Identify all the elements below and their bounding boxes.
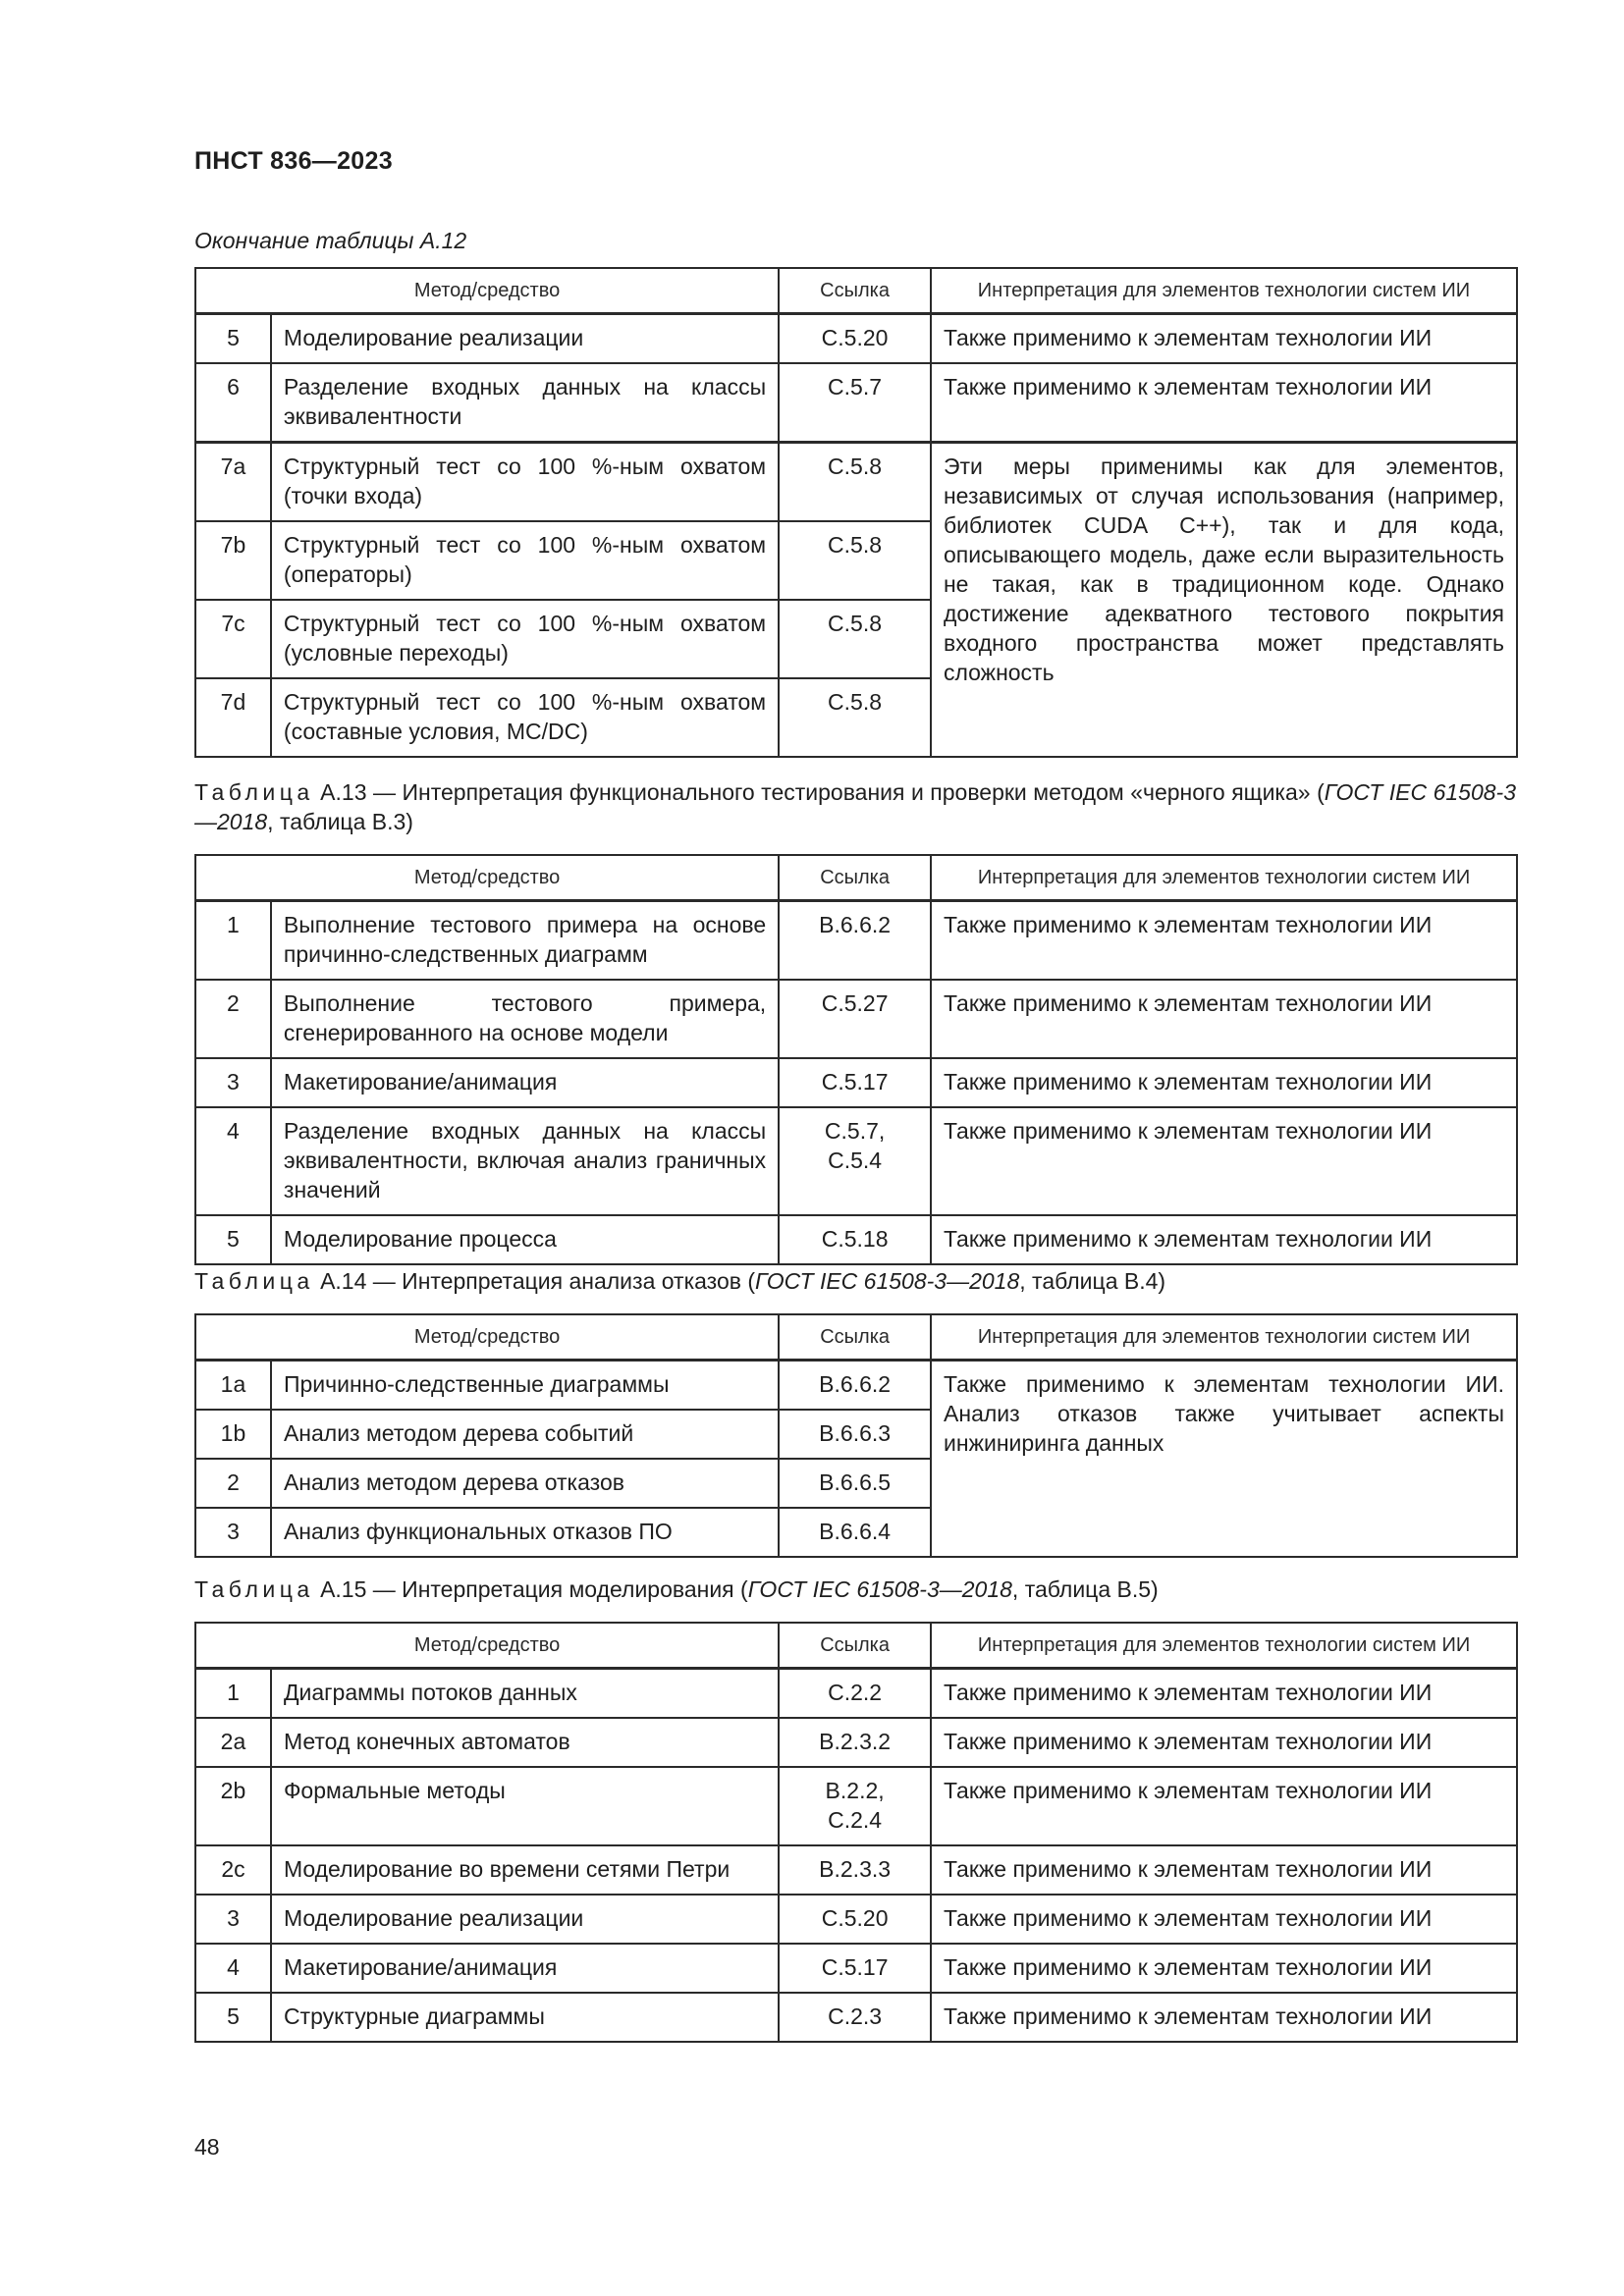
table-row <box>195 443 1517 522</box>
row-number: 3 <box>195 1895 271 1944</box>
ref-cell: В.6.6.5 <box>779 1459 931 1508</box>
interp-cell: Также применимо к элементам технологии ИИ <box>931 1895 1517 1944</box>
method-cell: Структурный тест со 100 %-ным охватом (точки входа) <box>271 443 779 522</box>
table-row <box>195 1944 1517 1993</box>
interp-cell: Также применимо к элементам технологии ИИ <box>931 1845 1517 1895</box>
interp-cell: Также применимо к элементам технологии ИИ <box>931 1993 1517 2042</box>
method-cell: Структурный тест со 100 %-ным охватом (условные переходы) <box>271 600 779 678</box>
table-continuation-label: Окончание таблицы А.12 <box>194 228 467 253</box>
table-row <box>195 1058 1517 1107</box>
row-number: 2b <box>195 1767 271 1845</box>
row-number: 2 <box>195 980 271 1058</box>
method-cell: Моделирование процесса <box>271 1215 779 1264</box>
method-cell: Макетирование/анимация <box>271 1944 779 1993</box>
row-number: 3 <box>195 1058 271 1107</box>
row-number: 2c <box>195 1845 271 1895</box>
row-number: 5 <box>195 1215 271 1264</box>
method-cell: Структурные диаграммы <box>271 1993 779 2042</box>
column-header-method: Метод/средство <box>195 855 779 901</box>
caption-label: Таблица <box>194 1268 314 1294</box>
table-row <box>195 363 1517 443</box>
column-header-ref: Ссылка <box>779 1314 931 1361</box>
method-cell: Моделирование во времени сетями Петри <box>271 1845 779 1895</box>
caption-text: А.15 — Интерпретация моделирования ( <box>313 1576 748 1602</box>
table-row <box>195 901 1517 981</box>
ref-cell: С.5.8 <box>779 678 931 757</box>
row-number: 5 <box>195 314 271 364</box>
ref-cell: В.6.6.2 <box>779 901 931 981</box>
table-caption-a15 <box>194 1575 1516 1604</box>
ref-cell: С.5.7 <box>779 363 931 443</box>
caption-label: Таблица <box>194 779 314 805</box>
ref-cell: С.5.27 <box>779 980 931 1058</box>
ref-cell: С.5.17 <box>779 1944 931 1993</box>
row-number: 1b <box>195 1410 271 1459</box>
interp-cell: Также применимо к элементам технологии ИИ <box>931 1767 1517 1845</box>
method-cell: Макетирование/анимация <box>271 1058 779 1107</box>
table-row <box>195 1895 1517 1944</box>
caption-standard: ГОСТ IEC 61508-3—2018 <box>194 779 1516 834</box>
method-cell: Выполнение тестового примера, сгенерированного на основе модели <box>271 980 779 1058</box>
method-cell: Разделение входных данных на классы эквивалентности, включая анализ граничных значений <box>271 1107 779 1215</box>
caption-text: А.14 — Интерпретация анализа отказов ( <box>313 1268 756 1294</box>
method-cell: Моделирование реализации <box>271 1895 779 1944</box>
column-header-interp: Интерпретация для элементов технологии систем ИИ <box>931 268 1517 314</box>
table-row <box>195 1767 1517 1845</box>
row-number: 7b <box>195 521 271 600</box>
row-number: 4 <box>195 1107 271 1215</box>
method-cell: Разделение входных данных на классы эквивалентности <box>271 363 779 443</box>
method-cell: Анализ методом дерева событий <box>271 1410 779 1459</box>
table-caption-a14 <box>194 1266 1516 1296</box>
caption-label: Таблица <box>194 1576 314 1602</box>
interp-cell: Также применимо к элементам технологии ИИ <box>931 1944 1517 1993</box>
interp-cell-merged: Также применимо к элементам технологии ИИ. Анализ отказов также учитывает аспекты инжиниринга данных <box>931 1361 1517 1558</box>
table-row <box>195 1718 1517 1767</box>
ref-cell: С.5.20 <box>779 314 931 364</box>
ref-cell: В.6.6.2 <box>779 1361 931 1411</box>
caption-standard: ГОСТ IEC 61508-3—2018 <box>747 1576 1012 1602</box>
interp-cell: Также применимо к элементам технологии ИИ <box>931 901 1517 981</box>
ref-cell: В.2.3.2 <box>779 1718 931 1767</box>
method-cell: Формальные методы <box>271 1767 779 1845</box>
column-header-method: Метод/средство <box>195 1623 779 1669</box>
table-row <box>195 1845 1517 1895</box>
ref-cell: С.5.8 <box>779 521 931 600</box>
caption-text: А.13 — Интерпретация функционального тестирования и проверки методом «черного ящика» ( <box>313 779 1325 805</box>
method-cell: Причинно-следственные диаграммы <box>271 1361 779 1411</box>
interp-cell-merged: Эти меры применимы как для элементов, независимых от случая использования (например, библиотек CUDA C++), так и для кода, описывающего модель, даже если выразительность не такая, как в традиционном коде. Однако достижение адекватного тестового покрытия входного пространства может представлять сложность <box>931 443 1517 758</box>
interp-cell: Также применимо к элементам технологии ИИ <box>931 1058 1517 1107</box>
method-cell: Выполнение тестового примера на основе причинно-следственных диаграмм <box>271 901 779 981</box>
ref-cell: С.5.18 <box>779 1215 931 1264</box>
method-cell: Структурный тест со 100 %-ным охватом (операторы) <box>271 521 779 600</box>
row-number: 1 <box>195 1669 271 1719</box>
ref-cell <box>779 1107 931 1215</box>
method-cell: Анализ функциональных отказов ПО <box>271 1508 779 1557</box>
table-row <box>195 980 1517 1058</box>
ref-cell <box>779 1767 931 1845</box>
table-a13 <box>194 854 1518 1265</box>
interp-cell: Также применимо к элементам технологии ИИ <box>931 1718 1517 1767</box>
row-number: 6 <box>195 363 271 443</box>
row-number: 1 <box>195 901 271 981</box>
interp-cell: Также применимо к элементам технологии ИИ <box>931 314 1517 364</box>
table-a12 <box>194 267 1518 758</box>
method-cell: Диаграммы потоков данных <box>271 1669 779 1719</box>
row-number: 5 <box>195 1993 271 2042</box>
table-caption-a13 <box>194 777 1516 836</box>
row-number: 7c <box>195 600 271 678</box>
column-header-interp: Интерпретация для элементов технологии систем ИИ <box>931 855 1517 901</box>
table-header-row <box>195 1314 1517 1361</box>
document-code: ПНСТ 836—2023 <box>194 147 393 175</box>
table-row <box>195 1669 1517 1719</box>
ref-cell: С.2.2 <box>779 1669 931 1719</box>
column-header-ref: Ссылка <box>779 855 931 901</box>
ref-line: С.2.4 <box>828 1807 883 1833</box>
interp-cell: Также применимо к элементам технологии ИИ <box>931 1669 1517 1719</box>
caption-tail: , таблица В.3) <box>267 809 413 834</box>
table-row <box>195 1993 1517 2042</box>
table-row <box>195 314 1517 364</box>
row-number: 7d <box>195 678 271 757</box>
ref-cell: С.5.8 <box>779 600 931 678</box>
ref-line: С.5.7, <box>824 1118 886 1144</box>
row-number: 4 <box>195 1944 271 1993</box>
method-cell: Метод конечных автоматов <box>271 1718 779 1767</box>
interp-cell: Также применимо к элементам технологии ИИ <box>931 980 1517 1058</box>
table-row <box>195 1107 1517 1215</box>
ref-cell: С.2.3 <box>779 1993 931 2042</box>
interp-cell: Также применимо к элементам технологии ИИ <box>931 363 1517 443</box>
column-header-method: Метод/средство <box>195 1314 779 1361</box>
row-number: 2a <box>195 1718 271 1767</box>
table-row <box>195 1361 1517 1411</box>
method-cell: Анализ методом дерева отказов <box>271 1459 779 1508</box>
ref-cell: В.6.6.4 <box>779 1508 931 1557</box>
interp-cell: Также применимо к элементам технологии ИИ <box>931 1215 1517 1264</box>
ref-line: В.2.2, <box>825 1778 885 1803</box>
caption-standard: ГОСТ IEC 61508-3—2018 <box>755 1268 1020 1294</box>
column-header-interp: Интерпретация для элементов технологии систем ИИ <box>931 1314 1517 1361</box>
ref-cell: С.5.20 <box>779 1895 931 1944</box>
page-number: 48 <box>194 2134 220 2160</box>
caption-tail: , таблица В.4) <box>1019 1268 1166 1294</box>
table-a14 <box>194 1313 1518 1558</box>
ref-line: С.5.4 <box>828 1148 883 1173</box>
table-header-row <box>195 855 1517 901</box>
column-header-ref: Ссылка <box>779 268 931 314</box>
column-header-interp: Интерпретация для элементов технологии систем ИИ <box>931 1623 1517 1669</box>
ref-cell: С.5.8 <box>779 443 931 522</box>
ref-cell: В.6.6.3 <box>779 1410 931 1459</box>
row-number: 1a <box>195 1361 271 1411</box>
caption-tail: , таблица В.5) <box>1011 1576 1159 1602</box>
ref-cell: В.2.3.3 <box>779 1845 931 1895</box>
row-number: 2 <box>195 1459 271 1508</box>
method-cell: Структурный тест со 100 %-ным охватом (составные условия, MC/DC) <box>271 678 779 757</box>
ref-cell: С.5.17 <box>779 1058 931 1107</box>
table-header-row <box>195 268 1517 314</box>
column-header-method: Метод/средство <box>195 268 779 314</box>
row-number: 3 <box>195 1508 271 1557</box>
method-cell: Моделирование реализации <box>271 314 779 364</box>
table-header-row <box>195 1623 1517 1669</box>
column-header-ref: Ссылка <box>779 1623 931 1669</box>
row-number: 7a <box>195 443 271 522</box>
interp-cell: Также применимо к элементам технологии ИИ <box>931 1107 1517 1215</box>
table-row <box>195 1215 1517 1264</box>
table-a15 <box>194 1622 1518 2043</box>
